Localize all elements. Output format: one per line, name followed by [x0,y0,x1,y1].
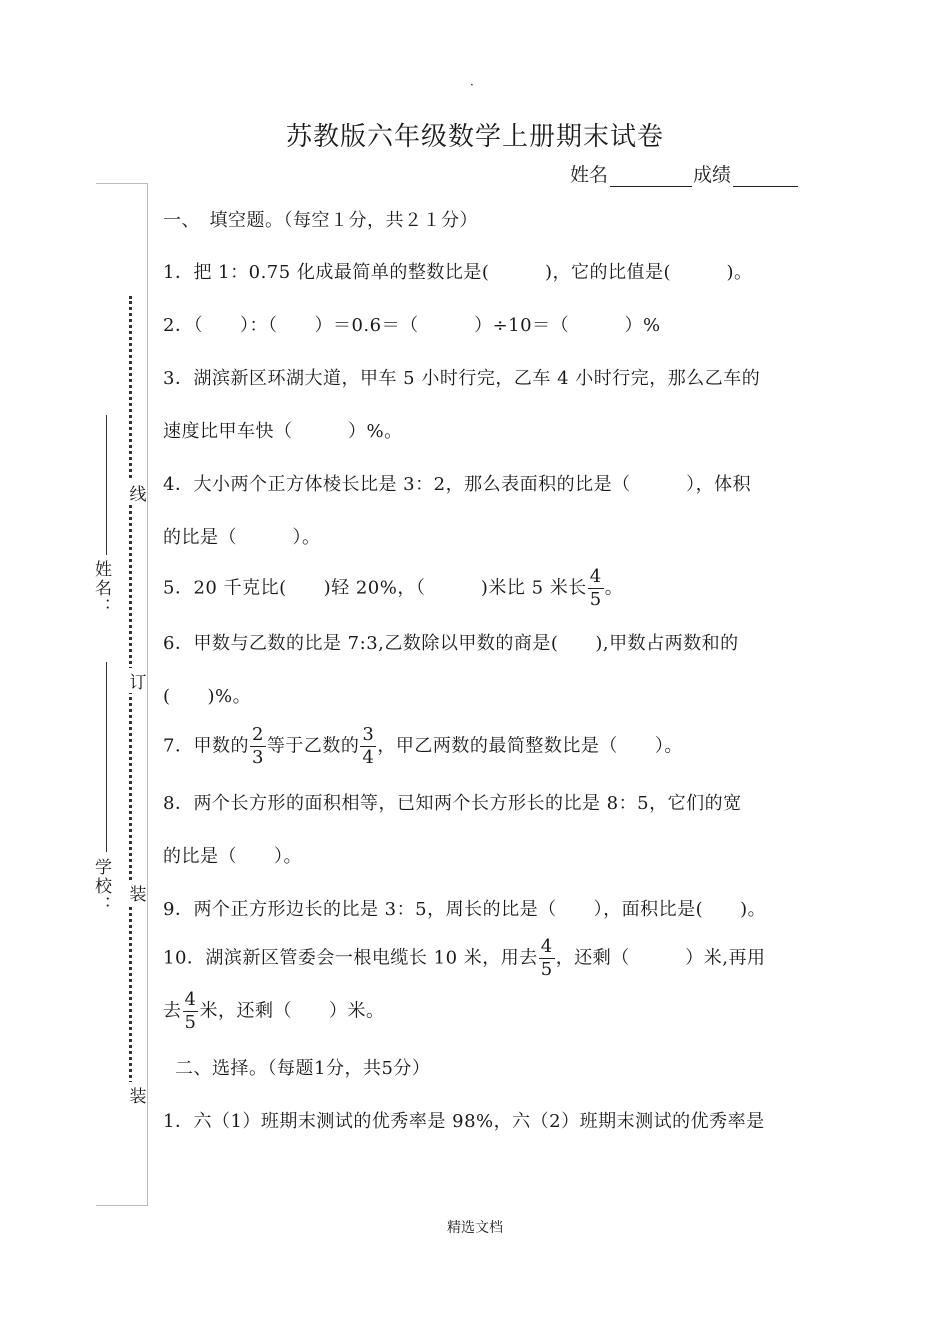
top-mark: · [470,78,474,92]
fraction-numerator: 4 [540,936,553,957]
binding-char-bind-2: 装 [129,1082,147,1107]
question-8-line2: 的比是（ ）。 [163,846,302,867]
fraction-denominator: 5 [184,1012,197,1033]
binding-frame-right [147,183,148,1205]
question-5-text: 5．20 千克比( )轻 20%，（ )米比 5 米长 [163,577,587,599]
question-2: 2．（ ）：（ ）＝0.6＝（ ）÷10＝（ ）% [163,315,661,336]
question-9: 9．两个正方形边长的比是 3：5，周长的比是（ ），面积比是( )。 [163,899,767,920]
question-10-line1 [163,936,765,981]
binding-frame-top [96,183,148,184]
fraction-2-3 [250,724,266,769]
question-10-text-d: 米，还剩（ ）米。 [199,1000,385,1022]
section1-heading: 一、 填空题。（每空１分，共２１分） [163,210,478,231]
school-label: 学校： [91,858,111,915]
score-label: 成绩 [693,164,732,186]
question-5 [163,566,623,611]
binding-char-order: 订 [129,668,147,693]
question-3-line2: 速度比甲车快（ ）%。 [163,421,403,442]
question-7 [163,724,683,769]
question-1: 1．把 1：0.75 化成最简单的整数比是( )，它的比值是( )。 [163,262,753,283]
question-4-line1: 4．大小两个正方体棱长比是 3：2，那么表面积的比是（ ），体积 [163,474,752,495]
question-3-line1: 3．湖滨新区环湖大道，甲车 5 小时行完，乙车 4 小时行完，那么乙车的 [163,368,761,389]
binding-frame-bottom [96,1205,148,1206]
question-10-text-b: ，还剩（ ）米,再用 [555,947,766,969]
binding-dotted-line [129,296,132,1102]
name-label: 姓名 [570,164,609,186]
question-6-line2: ( )%。 [163,686,252,707]
question-10-line2 [163,989,384,1034]
question-4-line2: 的比是（ ）。 [163,527,321,548]
name-fill-line [106,415,107,555]
section2-question-1: 1．六（1）班期末测试的优秀率是 98%，六（2）班期末测试的优秀率是 [163,1111,765,1132]
fraction-denominator: 5 [589,589,602,610]
binding-char-line: 线 [129,480,147,505]
score-blank [733,186,798,187]
fraction-numerator: 4 [589,566,602,587]
student-name-label: 姓名： [91,560,111,617]
fraction-3-4 [360,724,376,769]
fraction-numerator: 2 [251,724,264,745]
fraction-4-5 [539,936,555,981]
question-10-text-c: 去 [163,1000,182,1022]
question-7-text-a: 7．甲数的 [163,735,249,757]
binding-char-bind: 装 [129,880,147,905]
fraction-denominator: 5 [540,959,553,980]
fraction-4-5 [588,566,604,611]
question-8-line1: 8．两个长方形的面积相等，已知两个长方形长的比是 8：5，它们的宽 [163,793,742,814]
page-footer: 精选文档 [447,1220,503,1236]
fraction-numerator: 3 [362,724,375,745]
question-6-line1: 6．甲数与乙数的比是 7:3,乙数除以甲数的商是( ),甲数占两数和的 [163,633,739,654]
section2-heading: 二、选择。（每题1分，共5分） [175,1058,431,1079]
name-blank [610,186,692,187]
question-10-text-a: 10．湖滨新区管委会一根电缆长 10 米，用去 [163,947,538,969]
question-7-text-c: ，甲乙两数的最简整数比是（ ）。 [377,735,683,757]
page-title: 苏教版六年级数学上册期末试卷 [285,122,664,152]
fraction-denominator: 3 [251,747,264,768]
question-5-end: 。 [604,577,624,599]
fraction-4-5 [183,989,199,1034]
fraction-numerator: 4 [184,989,197,1010]
question-7-text-b: 等于乙数的 [266,735,360,757]
fraction-denominator: 4 [362,747,375,768]
school-fill-line [106,662,107,852]
